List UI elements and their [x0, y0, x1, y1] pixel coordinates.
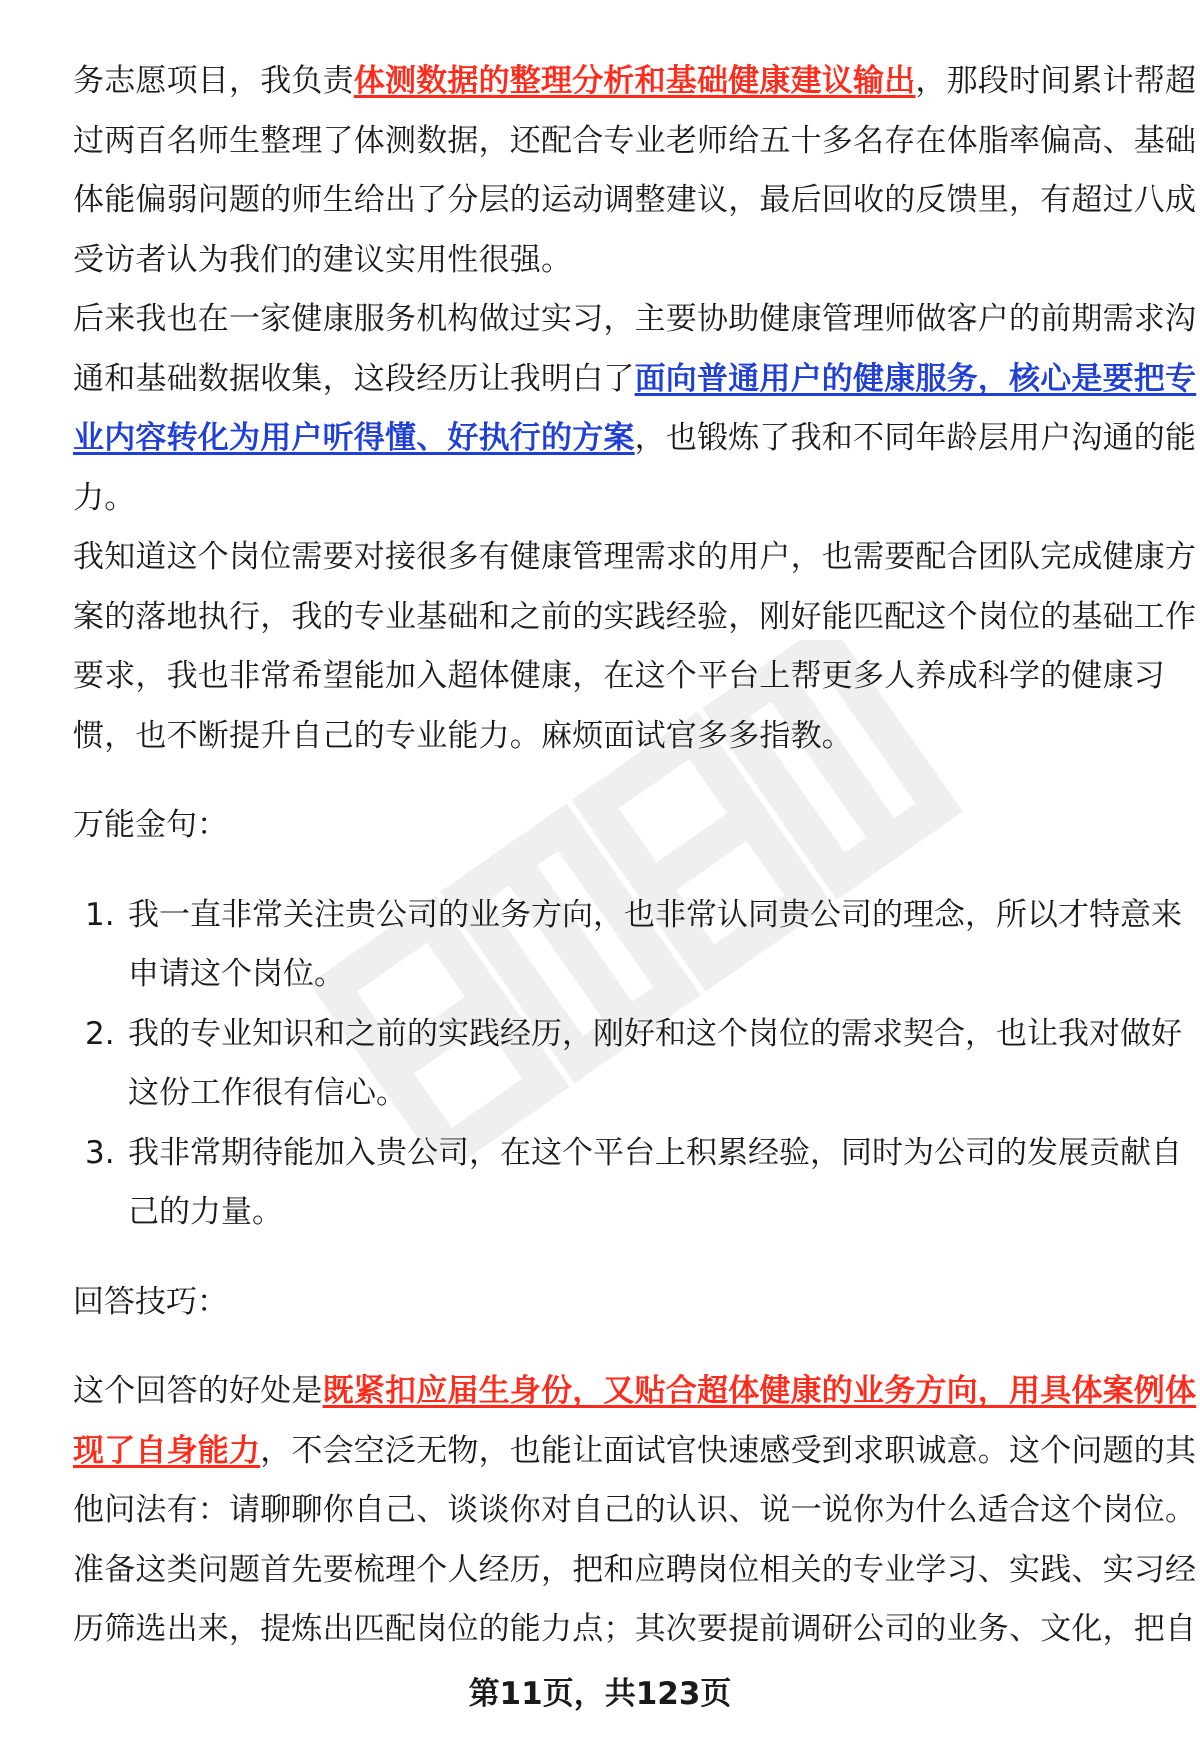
highlight-blue: 面向普通用户的健康服务，核心是要把专 [634, 360, 1197, 397]
text-line: 历筛选出来，提炼出匹配岗位的能力点；其次要提前调研公司的业务、文化，把自 [73, 1611, 1197, 1647]
highlight-red: 体测数据的整理分析和基础健康建议输出 [353, 63, 916, 99]
text-line: 准备这类问题首先要梳理个人经历，把和应聘岗位相关的专业学习、实践、实习经 [73, 1551, 1197, 1588]
page-number-footer: 第11页，共123页 [468, 1676, 732, 1712]
text-span: 这个回答的好处是 [73, 1373, 323, 1409]
list-number: 3. [85, 1134, 115, 1171]
paragraph-volunteer [73, 52, 1197, 290]
highlight-red: 既紧扣应届生身份，又贴合超体健康的业务方向，用具体案例体 [322, 1373, 1197, 1409]
text-line: 要求，我也非常希望能加入超体健康，在这个平台上帮更多人养成科学的健康习 [73, 658, 1165, 694]
highlight-blue: 业内容转化为用户听得懂、好执行的方案 [73, 420, 635, 456]
list-text: 我非常期待能加入贵公司，在这个平台上积累经验，同时为公司的发展贡献自 [128, 1134, 1182, 1171]
text-line: 体能偏弱问题的师生给出了分层的运动调整建议，最后回收的反馈里，有超过八成 [73, 182, 1197, 218]
text-line [73, 52, 1197, 112]
golden-sentences-list [73, 886, 1182, 1243]
text-span: ，那段时间累计帮超 [915, 63, 1197, 99]
text-line [73, 1362, 1197, 1422]
list-text: 这份工作很有信心。 [128, 1075, 407, 1111]
text-line: 我知道这个岗位需要对接很多有健康管理需求的用户，也需要配合团队完成健康方 [73, 539, 1197, 575]
text-span: 通和基础数据收集，这段经历让我明白了 [73, 360, 635, 397]
text-line [73, 1422, 1197, 1482]
text-span: ，不会空泛无物，也能让面试官快速感受到求职诚意。这个问题的其 [260, 1432, 1197, 1469]
text-line [73, 350, 1197, 410]
text-line: 他问法有：请聊聊你自己、谈谈你对自己的认识、说一说你为什么适合这个岗位。 [73, 1492, 1197, 1528]
golden-sentences-heading: 万能金句： [73, 807, 228, 843]
text-line: 案的落地执行，我的专业基础和之前的实践经验，刚好能匹配这个岗位的基础工作 [73, 598, 1197, 635]
list-text: 申请这个岗位。 [128, 956, 345, 992]
answer-tips-heading: 回答技巧： [73, 1283, 228, 1320]
text-line: 惯，也不断提升自己的专业能力。麻烦面试官多多指教。 [73, 717, 853, 754]
list-text: 己的力量。 [128, 1194, 283, 1230]
text-line: 力。 [73, 479, 136, 516]
text-span: 务志愿项目，我负责 [73, 63, 354, 99]
text-line: 后来我也在一家健康服务机构做过实习，主要协助健康管理师做客户的前期需求沟 [73, 301, 1197, 337]
list-item [73, 886, 1182, 1005]
list-item [73, 1005, 1182, 1124]
list-number: 1. [85, 896, 115, 933]
text-span: ，也锻炼了我和不同年龄层用户沟通的能 [634, 420, 1197, 456]
text-line [73, 409, 1197, 469]
highlight-red: 现了自身能力 [73, 1432, 261, 1469]
list-number: 2. [85, 1015, 115, 1052]
list-text: 我的专业知识和之前的实践经历，刚好和这个岗位的需求契合，也让我对做好 [128, 1015, 1182, 1052]
list-text: 我一直非常关注贵公司的业务方向，也非常认同贵公司的理念，所以才特意来 [128, 896, 1182, 933]
text-line: 过两百名师生整理了体测数据，还配合专业老师给五十多名存在体脂率偏高、基础 [73, 122, 1197, 159]
paragraph-internship [73, 290, 1197, 528]
paragraph-tips [73, 1362, 1197, 1660]
document-page [73, 52, 1197, 1660]
text-line: 受访者认为我们的建议实用性很强。 [73, 241, 573, 278]
list-item [73, 1124, 1182, 1243]
paragraph-motivation [73, 528, 1197, 766]
